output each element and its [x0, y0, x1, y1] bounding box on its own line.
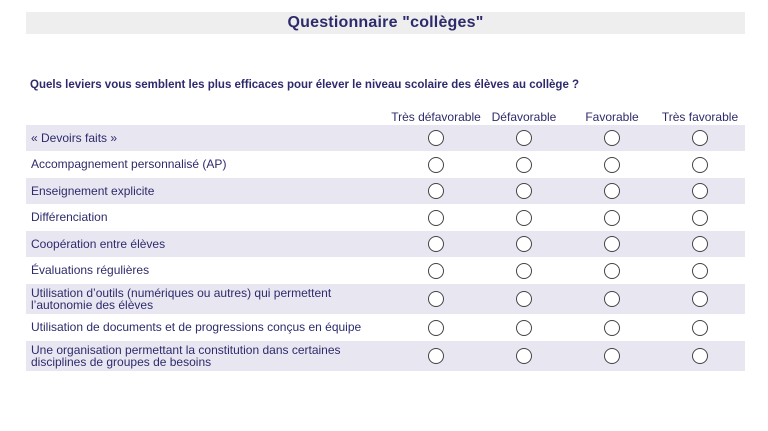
radio-defavorable[interactable]	[516, 130, 532, 146]
question-row	[26, 284, 745, 314]
column-header-defavorable: Défavorable	[491, 110, 557, 124]
radio-tres-defavorable[interactable]	[428, 263, 444, 279]
radio-tres-defavorable[interactable]	[428, 210, 444, 226]
question-text: Quels leviers vous semblent les plus efficaces pour élever le niveau scolaire des élèves au collège ?	[30, 79, 580, 91]
radio-tres-defavorable[interactable]	[428, 320, 444, 336]
radio-defavorable[interactable]	[516, 183, 532, 199]
radio-tres-defavorable[interactable]	[428, 348, 444, 364]
row-label: Coopération entre élèves	[31, 236, 166, 251]
radio-tres-favorable[interactable]	[692, 348, 708, 364]
radio-tres-defavorable[interactable]	[428, 157, 444, 173]
radio-tres-defavorable[interactable]	[428, 236, 444, 252]
radio-tres-favorable[interactable]	[692, 210, 708, 226]
question-row	[26, 152, 745, 178]
radio-tres-favorable[interactable]	[692, 130, 708, 146]
title-bar	[26, 12, 745, 34]
radio-tres-favorable[interactable]	[692, 291, 708, 307]
row-label: « Devoirs faits »	[31, 130, 118, 145]
radio-tres-defavorable[interactable]	[428, 183, 444, 199]
column-header-favorable: Favorable	[585, 110, 639, 124]
column-headers	[26, 96, 745, 124]
radio-defavorable[interactable]	[516, 236, 532, 252]
radio-tres-defavorable[interactable]	[428, 130, 444, 146]
radio-defavorable[interactable]	[516, 291, 532, 307]
radio-tres-favorable[interactable]	[692, 183, 708, 199]
radio-tres-defavorable[interactable]	[428, 291, 444, 307]
radio-favorable[interactable]	[604, 348, 620, 364]
radio-favorable[interactable]	[604, 291, 620, 307]
question-row	[26, 125, 745, 151]
radio-defavorable[interactable]	[516, 263, 532, 279]
row-label: Enseignement explicite	[31, 183, 155, 198]
radio-tres-favorable[interactable]	[692, 236, 708, 252]
radio-defavorable[interactable]	[516, 320, 532, 336]
radio-favorable[interactable]	[604, 157, 620, 173]
radio-favorable[interactable]	[604, 320, 620, 336]
question-row	[26, 258, 745, 284]
question-row	[26, 205, 745, 231]
question-row	[26, 341, 745, 371]
radio-favorable[interactable]	[604, 130, 620, 146]
row-label: Évaluations régulières	[31, 263, 150, 278]
radio-defavorable[interactable]	[516, 210, 532, 226]
column-header-tres-favorable: Très favorable	[661, 110, 739, 124]
radio-tres-favorable[interactable]	[692, 157, 708, 173]
radio-tres-favorable[interactable]	[692, 263, 708, 279]
row-label: Utilisation d’outils (numériques ou autres) qui permettent l’autonomie des élèves	[31, 285, 332, 312]
row-label: Accompagnement personnalisé (AP)	[31, 157, 227, 172]
radio-favorable[interactable]	[604, 183, 620, 199]
row-label: Une organisation permettant la constitution dans certaines disciplines de groupes de besoins	[31, 342, 341, 369]
radio-favorable[interactable]	[604, 210, 620, 226]
row-label: Différenciation	[31, 210, 108, 225]
row-label: Utilisation de documents et de progressions conçus en équipe	[31, 320, 362, 335]
question-grid	[26, 125, 745, 372]
page-title: Questionnaire "collèges"	[287, 14, 484, 31]
question-row	[26, 231, 745, 257]
radio-tres-favorable[interactable]	[692, 320, 708, 336]
radio-defavorable[interactable]	[516, 348, 532, 364]
question-row	[26, 315, 745, 341]
column-header-tres-defavorable: Très défavorable	[391, 110, 481, 124]
radio-defavorable[interactable]	[516, 157, 532, 173]
question-row	[26, 178, 745, 204]
radio-favorable[interactable]	[604, 263, 620, 279]
radio-favorable[interactable]	[604, 236, 620, 252]
